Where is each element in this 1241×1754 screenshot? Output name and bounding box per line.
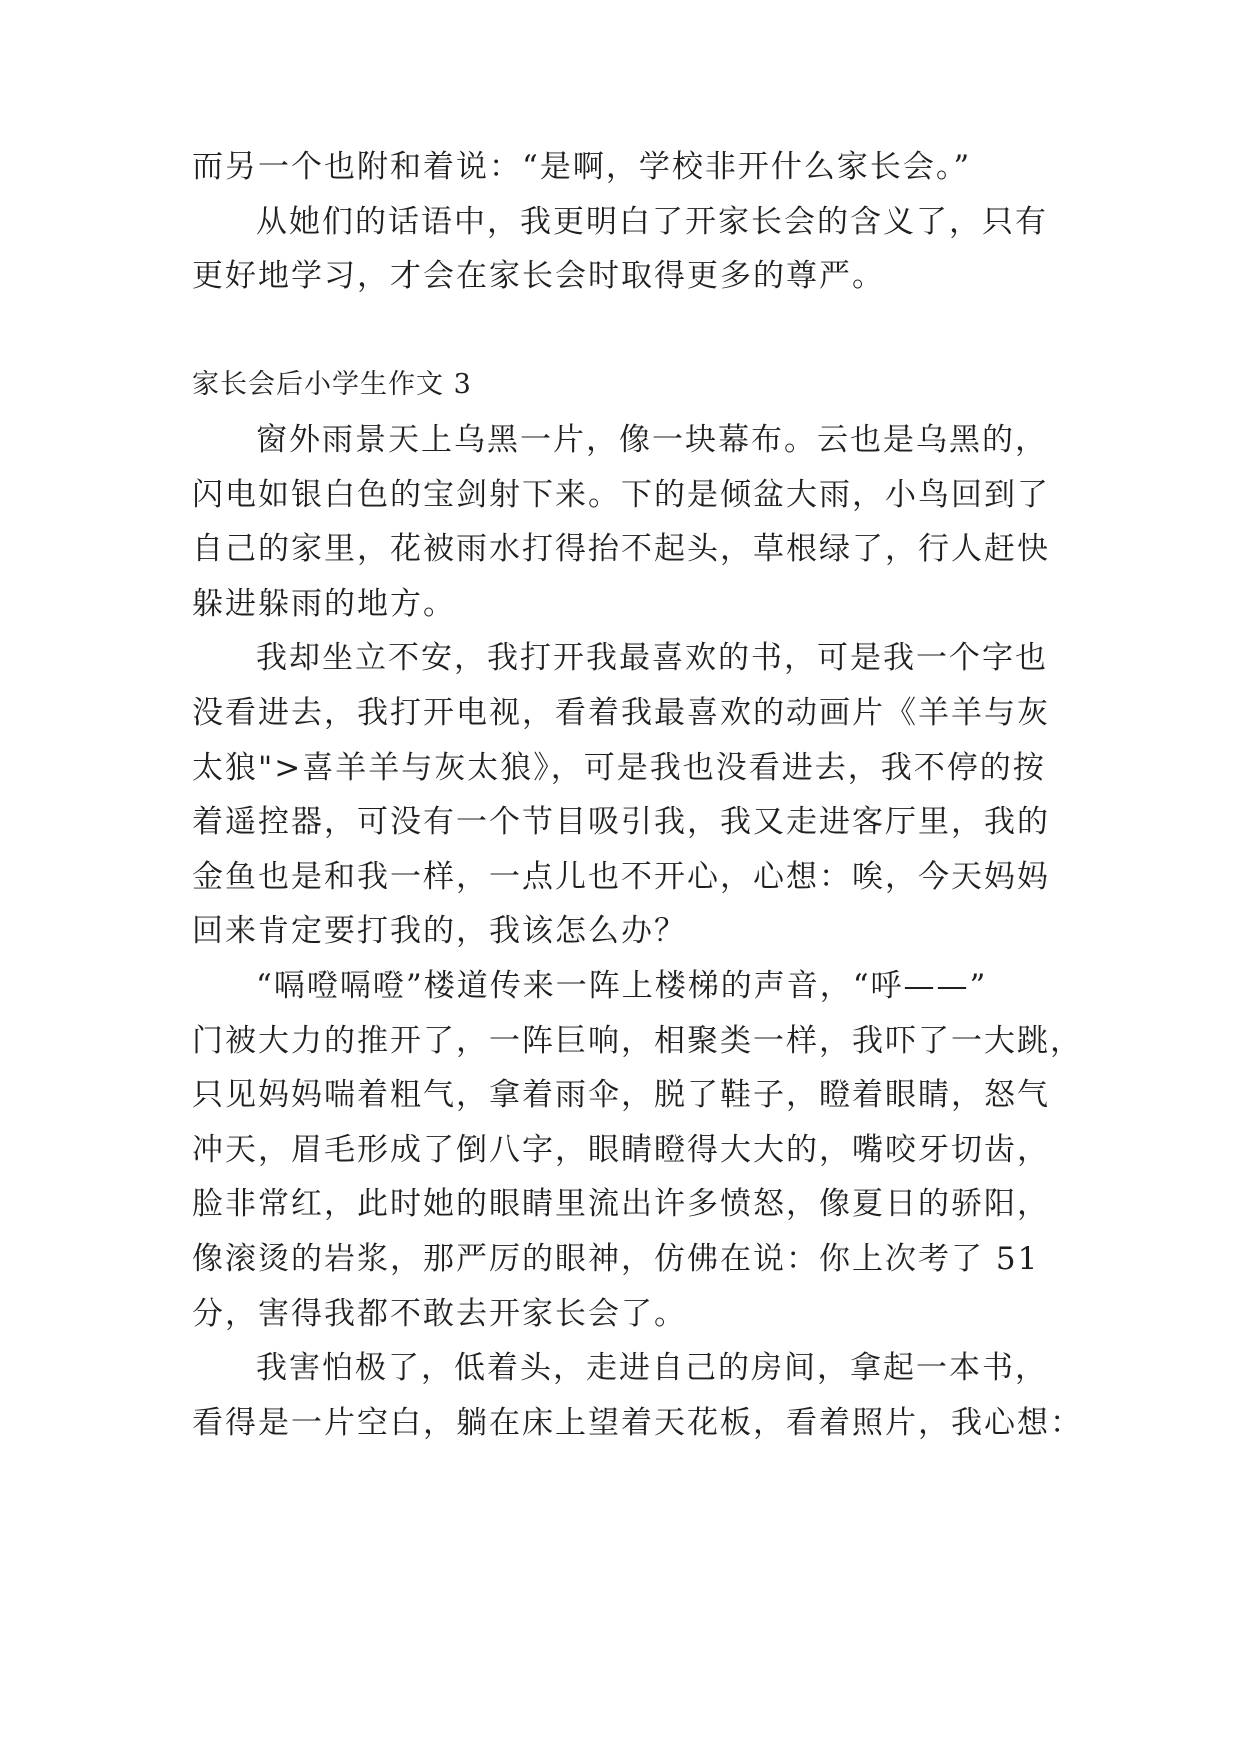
text-line: 没看进去，我打开电视，看着我最喜欢的动画片《羊羊与灰 [192,695,1050,731]
paragraph-start-line: 我却坐立不安，我打开我最喜欢的书，可是我一个字也 [256,640,1048,676]
paragraph-start-line: 从她们的话语中，我更明白了开家长会的含义了，只有 [256,204,1048,240]
text-line: 看得是一片空白，躺在床上望着天花板，看着照片，我心想： [192,1405,1083,1441]
text-line: 更好地学习，才会在家长会时取得更多的尊严。 [192,258,885,294]
text-line: 脸非常红，此时她的眼睛里流出许多愤怒，像夏日的骄阳， [192,1186,1050,1222]
text-line: 回来肯定要打我的，我该怎么办？ [192,913,687,949]
text-line: 金鱼也是和我一样，一点儿也不开心，心想：唉，今天妈妈 [192,859,1050,895]
text-line: 门被大力的推开了，一阵巨响，相聚类一样，我吓了一大跳， [192,1023,1083,1059]
text-line: 而另一个也附和着说：“是啊，学校非开什么家长会。” [192,149,972,185]
text-line: 躲进躲雨的地方。 [192,586,456,622]
text-line: 像滚烫的岩浆，那严厉的眼神，仿佛在说：你上次考了 51 [192,1241,1040,1277]
text-line: 自己的家里，花被雨水打得抬不起头，草根绿了，行人赶快 [192,531,1050,567]
text-line: 冲天，眉毛形成了倒八字，眼睛瞪得大大的，嘴咬牙切齿， [192,1132,1050,1168]
text-line: 分，害得我都不敢去开家长会了。 [192,1296,687,1332]
text-line: 太狼">喜羊羊与灰太狼》，可是我也没看进去，我不停的按 [192,750,1046,786]
paragraph-start-line: 我害怕极了，低着头，走进自己的房间，拿起一本书， [256,1350,1048,1386]
paragraph-start-line: 窗外雨景天上乌黑一片，像一块幕布。云也是乌黑的， [256,422,1048,458]
paragraph-start-line: “嗝噔嗝噔”楼道传来一阵上楼梯的声音，“呼——” [256,968,988,1004]
text-line: 只见妈妈喘着粗气，拿着雨伞，脱了鞋子，瞪着眼睛，怒气 [192,1077,1050,1113]
text-line: 着遥控器，可没有一个节目吸引我，我又走进客厅里，我的 [192,804,1050,840]
section-heading: 家长会后小学生作文 3 [192,369,472,400]
text-line: 闪电如银白色的宝剑射下来。下的是倾盆大雨，小鸟回到了 [192,477,1050,513]
